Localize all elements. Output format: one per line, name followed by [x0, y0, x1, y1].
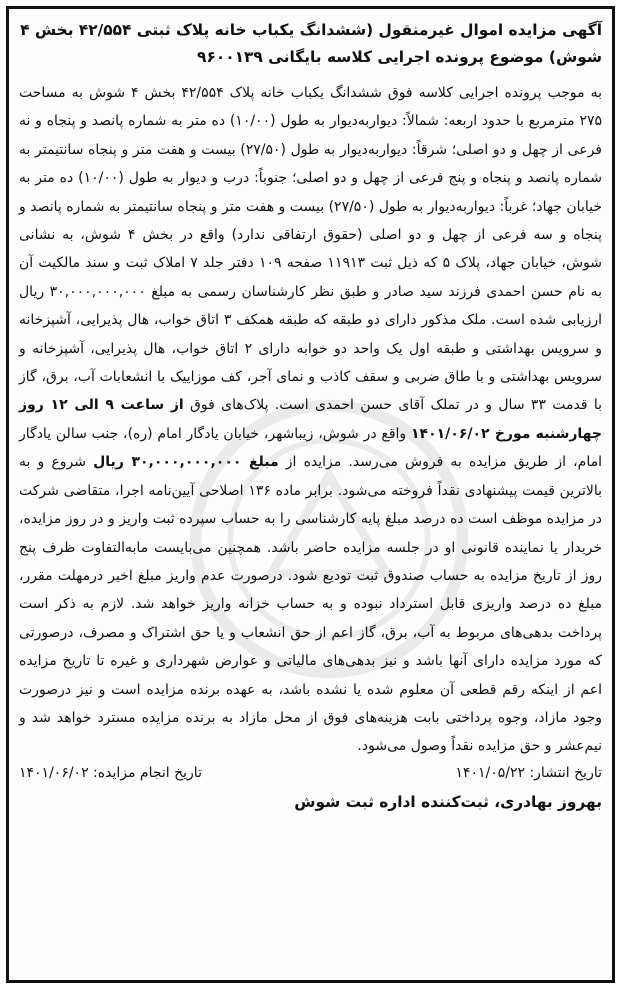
notice-title: آگهی مزایده اموال غیرمنقول (ششدانگ یکباب خانه پلاک ثبتی ۴۲/۵۵۴ بخش ۴ شوش) موضوع پرونده اجرایی کلاسه بایگانی ۹۶۰۰۱۳۹: [20, 21, 602, 66]
starting-price: مبلغ ۳۰,۰۰۰,۰۰۰,۰۰۰ ریال: [93, 454, 279, 471]
auction-terms: شروع و به بالاترین قیمت پیشنهادی نقداً فروخته می‌شود. برابر ماده ۱۳۶ اصلاحی آیین‌نامه اجرا، متقاضی شرکت در مزایده موظف است ده درصد مبلغ پایه کارشناسی را به حساب سپرده ثبت واریز و در روز مزایده، خریدار یا نماینده قانونی او در جلسه مزایده حاضر باشد. همچنین می‌بایست مابه‌التفاوت ظرف پنج روز از تاریخ مزایده به حساب صندوق ثبت تودیع شود. درصورت عدم واریز مبلغ اخیر درمهلت مقرر، مبلغ ده درصد واریزی قابل استرداد نبوده و به حساب خزانه واریز خواهد شد. لازم به ذکر است پرداخت بدهی‌های مربوط به آب، برق، گاز اعم از حق انشعاب و یا حق اشتراک و مصرف، درصورتی که مورد مزایده دارای آنها باشد و نیز بدهی‌های مالیاتی و عوارض شهرداری و غیره تا تاریخ مزایده اعم از اینکه رقم قطعی آن معلوم شده یا نشده باشد، به عهده برنده مزایده است و نیز درصورت وجود مازاد، وجوه پرداختی بابت هزینه‌های فوق از محل مازاد به برنده مزایده مسترد خواهد شد و نیم‌عشر و حق مزایده نقداً وصول می‌شود.: [19, 454, 602, 755]
signer: بهروز بهادری، ثبت‌کننده اداره ثبت شوش: [294, 792, 602, 811]
property-description: به موجب پرونده اجرایی کلاسه فوق ششدانگ یکباب خانه پلاک ۴۲/۵۵۴ بخش ۴ شوش به مساحت ۲۷۵ مترمربع با حدود اربعه: شمالاً: دیواربه‌دیوار به طول (۱۰/۰۰) ده متر به شماره پانصد و پنجاه و نه فرعی از چهل و دو اصلی؛ شرقاً: دیواربه‌دیوار به طول (۲۷/۵۰) بیست و هفت متر و پنجاه سانتیمتر به شماره پانصد و پنجاه و پنج فرعی از چهل و دو اصلی؛ جنوباً: درب و دیوار به طول (۱۰/۰۰) ده متر به خیابان جهاد؛ غرباً: دیواربه‌دیوار به طول (۲۷/۵۰) بیست و هفت متر و پنجاه سانتیمتر به شماره پانصد و پنجاه و سه فرعی از چهل و دو اصلی (حقوق ارتفاقی ندارد) واقع در بخش ۴ شوش، به نشانی شوش، خیابان جهاد، پلاک ۵ که ذیل ثبت ۱۱۹۱۳ صفحه ۱۰۹ دفتر جلد ۷ املاک ثبت و سند مالکیت آن به نام حسن احمدی فرزند سید صادر و طبق نظر کارشناسان رسمی به مبلغ ۳۰,۰۰۰,۰۰۰,۰۰۰ ریال ارزیابی شده است. ملک مذکور دارای دو طبقه که طبقه همکف ۳ اتاق خواب، هال پذیرایی، آشپزخانه و سرویس بهداشتی و طبقه اول یک واحد دو خوابه دارای ۲ اتاق خواب، هال پذیرایی، آشپزخانه و سرویس بهداشتی و با طاق ضربی و سقف کاذب و نمای آجر، کف موزاییک با انشعابات آب، برق، گاز با قدمت ۳۳ سال و در تملک آقای حسن احمدی است. پلاک‌های فوق: [19, 85, 603, 414]
auction-date: تاریخ انجام مزایده: ۱۴۰۱/۰۶/۰۲: [19, 764, 202, 781]
notice-body: [19, 79, 602, 761]
publish-date: تاریخ انتشار: ۱۴۰۱/۰۵/۲۲: [455, 764, 602, 781]
auction-notice: [6, 6, 615, 983]
auction-location: واقع در شوش، زیباشهر، خیابان یادگار امام (ره)، جنب سالن یادگار امام، از طریق مزایده به فروش می‌رسد. مزایده از: [19, 425, 602, 471]
notice-dates: [19, 761, 602, 785]
auction-time: از ساعت ۹ الی ۱۲ روز چهارشنبه مورخ ۱۴۰۱/۰۶/۰۲: [19, 397, 602, 442]
